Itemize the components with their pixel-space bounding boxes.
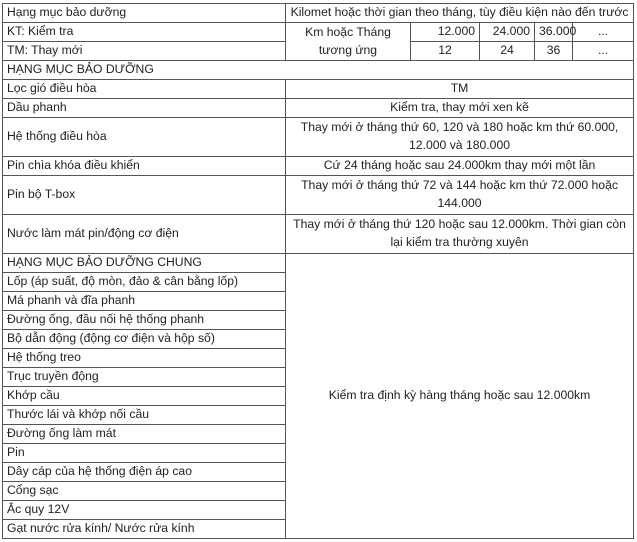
item-name: Hệ thống điều hòa bbox=[3, 117, 286, 156]
item-name: Bộ dẫn động (động cơ điện và hộp số) bbox=[3, 329, 286, 348]
header-label-1: Hạng mục bảo dưỡng bbox=[3, 4, 286, 23]
km-value: 36.000 bbox=[535, 22, 573, 41]
section-title: HẠNG MỤC BẢO DƯỠNG CHUNG bbox=[3, 253, 286, 272]
item-name: Pin chìa khóa điều khiển bbox=[3, 156, 286, 175]
km-label: Km hoặc Tháng tương ứng bbox=[286, 22, 411, 60]
maintenance-table bbox=[2, 3, 634, 539]
item-detail: Cứ 24 tháng hoặc sau 24.000km thay mới một lần bbox=[286, 156, 634, 175]
general-detail: Kiểm tra định kỳ hàng tháng hoặc sau 12.000km bbox=[286, 253, 634, 538]
item-name: Lọc gió điều hòa bbox=[3, 79, 286, 98]
item-name: Đường ống làm mát bbox=[3, 424, 286, 443]
table-row bbox=[3, 98, 634, 117]
header-row-1 bbox=[3, 4, 634, 23]
month-value: ... bbox=[573, 41, 634, 60]
item-name: Dầu phanh bbox=[3, 98, 286, 117]
item-name: Đường ống, đầu nối hệ thống phanh bbox=[3, 310, 286, 329]
header-label-2: KT: Kiểm tra bbox=[3, 22, 286, 41]
item-name: Nước làm mát pin/động cơ điện bbox=[3, 214, 286, 253]
header-label-3: TM: Thay mới bbox=[3, 41, 286, 60]
km-value: 12.000 bbox=[411, 22, 480, 41]
item-name: Cổng sạc bbox=[3, 481, 286, 500]
item-detail: Thay mới ở tháng thứ 120 hoặc sau 12.000km. Thời gian còn lại kiểm tra thường xuyên bbox=[286, 214, 634, 253]
table-row bbox=[3, 156, 634, 175]
item-detail: TM bbox=[286, 79, 634, 98]
item-name: Gạt nước rửa kính/ Nước rửa kính bbox=[3, 519, 286, 538]
item-name: Dây cáp của hệ thống điện áp cao bbox=[3, 462, 286, 481]
item-name: Pin bộ T-box bbox=[3, 175, 286, 214]
item-name: Má phanh và đĩa phanh bbox=[3, 291, 286, 310]
table-row bbox=[3, 214, 634, 253]
item-name: Khớp cầu bbox=[3, 386, 286, 405]
header-row-2 bbox=[3, 22, 634, 41]
km-value: ... bbox=[573, 22, 634, 41]
month-value: 36 bbox=[535, 41, 573, 60]
month-value: 24 bbox=[480, 41, 535, 60]
section-title-row bbox=[3, 60, 634, 79]
item-name: Ắc quy 12V bbox=[3, 500, 286, 519]
table-row bbox=[3, 79, 634, 98]
item-name: Hệ thống treo bbox=[3, 348, 286, 367]
header-top-span: Kilomet hoặc thời gian theo tháng, tùy điều kiện nào đến trước bbox=[286, 4, 634, 23]
section-title: HẠNG MỤC BẢO DƯỠNG bbox=[3, 60, 634, 79]
item-detail: Thay mới ở tháng thứ 72 và 144 hoặc km thứ 72.000 hoặc 144.000 bbox=[286, 175, 634, 214]
item-name: Trục truyền động bbox=[3, 367, 286, 386]
table-row bbox=[3, 117, 634, 156]
item-name: Thước lái và khớp nối cầu bbox=[3, 405, 286, 424]
item-detail: Kiểm tra, thay mới xen kẽ bbox=[286, 98, 634, 117]
item-name: Lốp (áp suất, độ mòn, đảo & cân bằng lốp) bbox=[3, 272, 286, 291]
month-value: 12 bbox=[411, 41, 480, 60]
km-value: 24.000 bbox=[480, 22, 535, 41]
item-detail: Thay mới ở tháng thứ 60, 120 và 180 hoặc km thứ 60.000, 12.000 và 180.000 bbox=[286, 117, 634, 156]
table-row bbox=[3, 175, 634, 214]
item-name: Pin bbox=[3, 443, 286, 462]
section-title-row bbox=[3, 253, 634, 272]
